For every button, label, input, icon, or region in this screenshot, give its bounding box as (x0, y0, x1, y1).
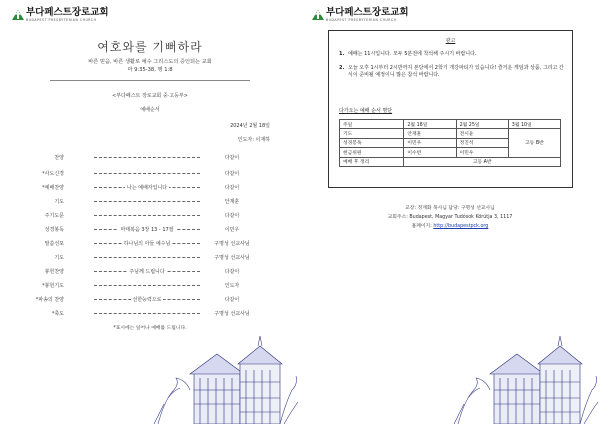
order-label: 기도 (54, 255, 64, 261)
order-person: 구명성 선교사님 (214, 311, 250, 317)
order-detail-text: 나는 예배자입니다 (126, 185, 168, 191)
order-detail (94, 268, 200, 275)
church-building-illustration (450, 332, 600, 424)
order-person: 인도자 (224, 283, 240, 289)
table-cell: 헌금위원 (340, 148, 404, 157)
leader-line (94, 257, 200, 258)
church-subtitle: BUDAPEST PRESBYTERIAN CHURCH (326, 18, 397, 22)
leader-line (94, 215, 200, 216)
table-cell: 기도 (340, 129, 404, 138)
order-row (0, 254, 300, 262)
order-label: 봉헌찬양 (44, 269, 64, 275)
homepage-label: 홈페이지: (411, 224, 434, 229)
church-logo (10, 8, 109, 22)
worship-date: 2024년 2월 18일 (230, 123, 270, 129)
address-value: Budapest, Magyar Tudósok Körútja 3, 1117 (409, 215, 513, 220)
leader-line (94, 157, 200, 158)
theme-verse: 마 9:35-38, 행 1:8 (127, 67, 173, 73)
table-cell: 성경봉독 (340, 138, 404, 147)
bulletin-title: 여호와를 기뻐하라 (97, 40, 203, 54)
order-row (0, 170, 300, 178)
order-person: 다같이 (224, 297, 240, 303)
table-cell: 전시윤 (456, 129, 508, 138)
church-logo-right (310, 8, 409, 22)
announcement-heading: 광고 (445, 38, 456, 44)
leader-line (94, 285, 200, 286)
order-row (0, 240, 300, 248)
table-cell: 예배 후 정리 (340, 157, 404, 166)
table-cell: 이민우 (404, 138, 456, 147)
right-page (300, 0, 600, 424)
divider (50, 80, 250, 81)
address-label: 교회주소: (387, 215, 410, 220)
leader-line (94, 313, 200, 314)
church-building-illustration (150, 332, 300, 424)
order-detail-text: 마태복음 3장 13 - 17절 (120, 227, 174, 233)
announcement-number: 2. (339, 65, 345, 71)
table-row (340, 157, 561, 166)
department-heading: <부다페스트 장로교회 중·고등부> (112, 93, 188, 99)
standing-note: *표시에는 일어나 예배를 드립니다. (113, 326, 187, 331)
leader-line (94, 173, 200, 174)
order-detail (94, 184, 200, 191)
church-name: 부다페스트장로교회 (26, 7, 109, 18)
church-address (300, 213, 600, 220)
order-label: *파송의 찬양 (35, 297, 64, 303)
worship-leader: 인도자: 이재하 (237, 137, 270, 143)
order-label: 기도 (54, 199, 64, 205)
order-person: 구명성 선교사님 (214, 255, 250, 261)
order-person: 다같이 (224, 185, 240, 191)
order-person: 구명성 선교사님 (214, 241, 250, 247)
church-name: 부다페스트장로교회 (326, 7, 409, 18)
table-header-cell: 2월 18일 (404, 120, 456, 129)
order-person: 이민우 (224, 227, 240, 233)
leader-line (94, 201, 200, 202)
announcement-item (339, 51, 564, 58)
order-row (0, 154, 300, 162)
order-label: 찬양 (54, 155, 64, 161)
table-cell: 이민우 (456, 148, 508, 157)
announcement-item (339, 65, 564, 79)
table-header-cell: 3월 10일 (508, 120, 560, 129)
order-row (0, 212, 300, 220)
order-label: 성경봉독 (44, 227, 64, 233)
order-label: *봉헌기도 (42, 283, 64, 289)
church-homepage (300, 222, 600, 229)
church-subtitle: BUDAPEST PRESBYTERIAN CHURCH (26, 18, 97, 22)
order-person: 다같이 (224, 213, 240, 219)
order-row (0, 226, 300, 234)
order-person: 안재훈 (224, 199, 240, 205)
table-cell: 안재훈 (404, 129, 456, 138)
order-label: *사도신경 (42, 171, 64, 177)
church-theme: 바른 믿음, 바른 생활로 예수 그리스도의 증인되는 교회 (88, 59, 212, 65)
order-row (0, 282, 300, 290)
table-row (340, 129, 561, 138)
table-cell-merged: 고등 A반 (404, 157, 561, 166)
table-cell: 이수빈 (404, 148, 456, 157)
order-person: 다같이 (224, 155, 240, 161)
order-row (0, 296, 300, 304)
order-title: 예배순서 (140, 107, 160, 113)
order-label: *예배찬양 (42, 185, 64, 191)
order-label: *축도 (51, 311, 64, 317)
table-header-cell: 2월 25일 (456, 120, 508, 129)
announcement-text: 오늘 오후 1시부터 2시반까지 본당에서 2학기 개강파티가 있습니다! 즐거운 게임과 상품, 그리고 간식이 준비될 예정이니 많은 참석 바랍니다. (348, 65, 564, 78)
church-cross-icon (310, 8, 326, 22)
order-person: 다같이 (224, 171, 240, 177)
announcement-number: 1. (339, 51, 345, 57)
order-detail-text: 선한능력으로 (132, 297, 162, 303)
duty-table-title: 다가오는 예배 순서 명단 (339, 108, 393, 114)
table-header-cell: 주일 (340, 120, 404, 129)
announcement-text: 예배는 11시입니다. 모두 5분전에 착석해 주시기 바랍니다. (348, 51, 477, 57)
church-cross-icon (10, 8, 26, 22)
announcement-box (328, 30, 573, 188)
order-row (0, 198, 300, 206)
order-row (0, 268, 300, 276)
order-row (0, 184, 300, 192)
order-row (0, 310, 300, 318)
order-label: 말씀선포 (44, 241, 64, 247)
pastor-info: 교장: 정재화 목사님 담당: 구명성 선교사님 (405, 206, 495, 211)
table-header-row (340, 120, 561, 129)
table-cell: 정진석 (456, 138, 508, 147)
order-detail (94, 226, 200, 233)
duty-table (339, 119, 561, 167)
order-detail-text: 하나님의 아들 예수님 (123, 241, 171, 247)
order-detail-text: 주님께 드립니다 (129, 269, 165, 275)
order-label: 주기도문 (44, 213, 64, 219)
order-detail (94, 296, 200, 303)
order-detail (94, 240, 200, 247)
table-cell-merged: 고등 B반 (508, 129, 560, 157)
order-person: 다같이 (224, 269, 240, 275)
homepage-link[interactable]: http://budapestpck.org (433, 224, 489, 229)
